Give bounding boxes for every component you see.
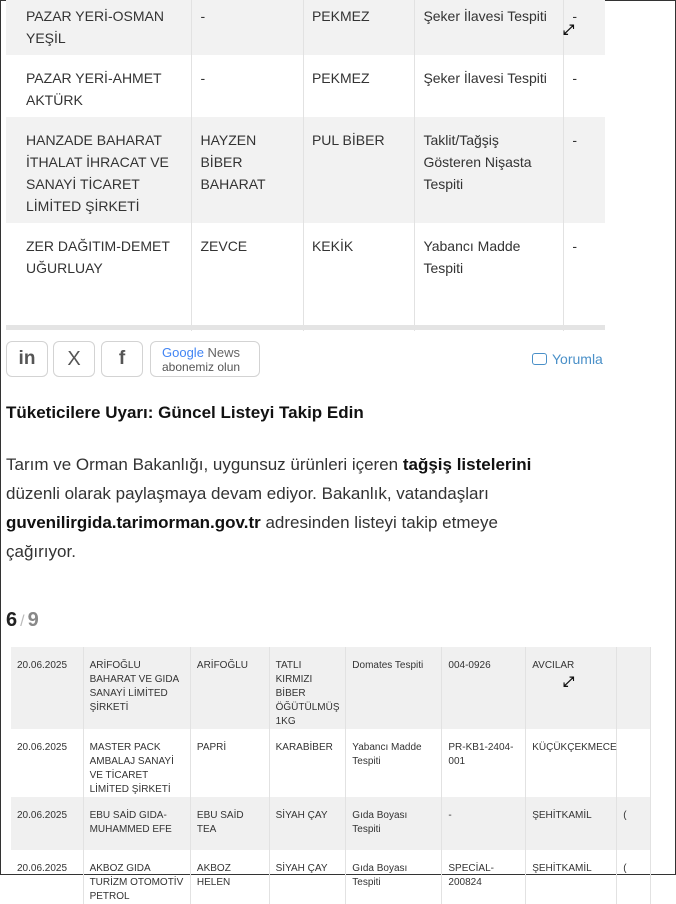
adulteration-table-top [6,0,605,331]
facebook-icon: f [118,348,126,369]
cell-product: KEKİK [303,223,414,331]
paragraph-text: düzenli olarak paylaşmaya devam ediyor. Bakanlık, vatandaşları [6,484,489,503]
cell-extra: - [572,70,578,86]
expand-icon[interactable]: ⤢ [563,21,575,37]
gallery-counter [6,609,39,632]
cell-product: TATLI KIRMIZI BİBER ÖĞÜTÜLMÜŞ 1KG [269,647,346,729]
x-icon: X [67,347,81,370]
table-row [11,729,651,797]
cell-lot: 004-0926 [442,647,526,729]
cell-extra [617,647,651,729]
cell-date: 20.06.2025 [11,850,83,904]
cell-product: SİYAH ÇAY [269,850,346,904]
linkedin-share-button[interactable] [6,341,48,377]
gallery-image-table [11,647,627,902]
table-row [6,117,605,223]
table-row [11,850,651,904]
table-row [6,0,605,55]
cell-lot: PR-KB1-2404-001 [442,729,526,797]
cell-date: 20.06.2025 [11,647,83,729]
comment-link[interactable] [532,351,603,367]
cell-lot: SPECİAL-200824 [442,850,526,904]
table-row [6,55,605,117]
cell-product: KARABİBER [269,729,346,797]
cell-brand: HAYZEN BİBER BAHARAT [192,117,303,223]
table-row [11,647,651,729]
section-heading: Tüketicilere Uyarı: Güncel Listeyi Takip Edin [6,403,364,422]
cell-product: PUL BİBER [303,117,414,223]
cell-brand: - [192,0,303,55]
cell-brand: ZEVCE [192,223,303,331]
gallery-total: 9 [27,609,39,631]
adulteration-table-bottom [11,647,651,904]
cell-extra: - [564,117,605,223]
cell-lot: - [442,797,526,850]
cell-finding: Yabancı Madde Tespiti [415,223,564,331]
cell-finding: Gıda Boyası Tespiti [346,797,442,850]
cell-finding: Domates Tespiti [346,647,442,729]
news-word: News [207,345,241,360]
google-news-button[interactable] [150,341,260,377]
gallery-current: 6 [6,609,18,631]
cell-brand: - [192,55,303,117]
cell-finding: Şeker İlavesi Tespiti [415,55,564,117]
cell-company: AKBOZ GIDA TURİZM OTOMOTİV PETROL [83,850,190,904]
cell-company: PAZAR YERİ-OSMAN YEŞİL [6,0,192,55]
article-paragraph [6,450,566,566]
cell-company: ARİFOĞLU BAHARAT VE GIDA SANAYİ LİMİTED ŞİRKETİ [83,647,190,729]
table-row [6,223,605,331]
cell-district: ŞEHİTKAMİL [526,850,617,904]
facebook-share-button[interactable] [101,341,143,377]
cell-product: PEKMEZ [303,55,414,117]
cell-company: HANZADE BAHARAT İTHALAT İHRACAT VE SANAYİ TİCARET LİMİTED ŞİRKETİ [6,117,192,223]
cell-date: 20.06.2025 [11,797,83,850]
cell-district: AVCILAR [526,647,617,729]
cell-company: ZER DAĞITIM-DEMET UĞURLUAY [6,223,192,331]
paragraph-text: adresinden listeyi takip etmeye çağırıyor. [6,513,498,561]
google-news-logo [162,346,240,360]
cell-extra: ( [617,850,651,904]
cell-extra: ( [617,797,651,850]
cell-extra: - [572,238,578,254]
cell-finding: Yabancı Madde Tespiti [346,729,442,797]
cell-brand: PAPRİ [190,729,269,797]
cell-company: MASTER PACK AMBALAJ SANAYİ VE TİCARET LİMİTED ŞİRKETİ [83,729,190,797]
table-horizontal-scrollbar[interactable] [6,325,605,330]
cell-finding: Gıda Boyası Tespiti [346,850,442,904]
comment-icon [532,353,547,365]
cell-brand: AKBOZ HELEN [190,850,269,904]
cell-district: ŞEHİTKAMİL [526,797,617,850]
cell-extra [617,729,651,797]
cell-product: SİYAH ÇAY [269,797,346,850]
gallery-separator: / [20,613,25,630]
google-news-subscribe-label: abonemiz olun [162,360,241,374]
table-row [11,797,651,850]
paragraph-bold: tağşiş listelerini [402,455,532,474]
cell-date: 20.06.2025 [11,729,83,797]
website-bold: guvenilirgida.tarimorman.gov.tr [6,513,261,532]
comment-label: Yorumla [552,351,603,367]
paragraph-text: Tarım ve Orman Bakanlığı, uygunsuz ürünleri içeren [6,455,403,474]
cell-finding: Taklit/Tağşiş Gösteren Nişasta Tespiti [415,117,564,223]
cell-extra: - [564,0,605,55]
cell-company: PAZAR YERİ-AHMET AKTÜRK [6,55,192,117]
cell-brand: ARİFOĞLU [190,647,269,729]
cell-company: EBU SAİD GIDA-MUHAMMED EFE [83,797,190,850]
expand-icon[interactable]: ⤢ [563,673,575,689]
x-share-button[interactable] [53,341,95,377]
cell-district: KÜÇÜKÇEKMECE [526,729,617,797]
cell-finding: Şeker İlavesi Tespiti [415,0,564,55]
google-logo-text: Google [162,345,204,360]
cell-brand: EBU SAİD TEA [190,797,269,850]
linkedin-icon: in [18,348,36,369]
cell-product: PEKMEZ [303,0,414,55]
